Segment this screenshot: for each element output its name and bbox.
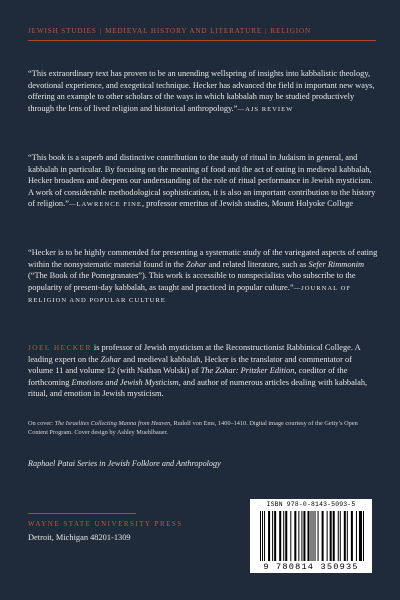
barcode-bar <box>274 511 276 561</box>
category-jewish-studies: JEWISH STUDIES <box>28 27 97 35</box>
bio-text: is professor of Jewish mysticism at the Reconstructionist Rabbinical College. A leading expert on the <box>28 343 361 364</box>
barcode-bars <box>258 511 366 561</box>
author-name: JOEL HECKER <box>28 343 92 352</box>
barcode-bar <box>264 511 265 561</box>
bio-text: , coeditor of the forthcoming <box>28 366 348 387</box>
publisher-rule <box>28 513 136 514</box>
category-religion: RELIGION <box>270 27 312 35</box>
quote-source: —JOURNAL OF RELIGION AND POPULAR CULTURE <box>28 284 352 305</box>
quote-title: Zohar <box>185 259 207 269</box>
barcode-bar <box>279 511 281 561</box>
quote-source: —LAWRENCE FINE <box>68 201 142 209</box>
barcode-bar <box>351 511 353 561</box>
barcode-bar <box>313 511 314 561</box>
barcode-bar <box>361 511 362 561</box>
barcode-bar <box>272 511 273 561</box>
bio-text: , and author of numerous articles dealing with kabbalah, ritual, and emotion in Jewish mysticism. <box>28 377 368 399</box>
barcode-bar <box>327 511 328 561</box>
publisher-name: WAYNE STATE UNIVERSITY PRESS <box>28 520 183 528</box>
quote-text: “Hecker is to be highly commended for presenting a systematic study of the variegated aspects of eating within the nonsystematic material found in the <box>28 248 378 269</box>
barcode-bar <box>294 511 296 561</box>
review-quote-2 <box>28 152 378 211</box>
cover-credit <box>28 419 373 437</box>
barcode-bar <box>303 511 305 561</box>
artwork-title: The Israelites Collecting Manna from Heaven <box>54 420 171 427</box>
quote-title: Sefer Rimmonim <box>308 259 365 269</box>
barcode-bar <box>262 511 263 561</box>
barcode-bar <box>340 511 341 561</box>
category-separator: | <box>265 27 268 35</box>
barcode-panel <box>250 499 372 573</box>
isbn-number: ISBN 978-0-8143-5093-5 <box>266 501 356 508</box>
publisher-address: Detroit, Michigan 48201-1309 <box>28 533 131 542</box>
barcode-bar <box>283 511 284 561</box>
barcode-bar <box>301 511 302 561</box>
barcode-bar <box>363 511 364 561</box>
bio-title: Emotions and Jewish Mysticism <box>71 377 179 387</box>
quote-text: “This book is a superb and distinctive contribution to the study of ritual in Judaism in general, and kabbalah in particular. By focusing on the meaning of food and the act of eating in medieval kabbalah, Hecker broadens and deepens our understanding of the role of ritual performance in Jewish mysticism. A work of considerable methodological sophistication, it is also an important contribution to the history of religion.” <box>28 153 376 209</box>
subject-categories <box>28 27 311 35</box>
bio-title: The Zohar: Pritzker Edition <box>200 366 295 376</box>
barcode-bar <box>310 511 311 561</box>
author-bio <box>28 342 378 400</box>
barcode-bar <box>322 511 324 561</box>
barcode-bar <box>285 511 287 561</box>
header-rule <box>28 40 376 41</box>
barcode-digits: 9 780814 350935 <box>263 562 359 572</box>
category-separator: | <box>99 27 103 35</box>
barcode-bar <box>298 511 299 561</box>
barcode-bar <box>307 511 309 561</box>
barcode-bar <box>347 511 348 561</box>
review-quote-3 <box>28 247 378 307</box>
barcode-bar <box>315 511 316 561</box>
quote-source-note: , professor emeritus of Jewish studies, Mount Holyoke College <box>141 199 354 209</box>
barcode-bar <box>338 511 339 561</box>
category-medieval-history: MEDIEVAL HISTORY AND LITERATURE <box>105 27 263 35</box>
barcode-bar <box>330 511 332 561</box>
series-note: Raphael Patai Series in Jewish Folklore and Anthropology <box>28 459 221 468</box>
review-quote-1 <box>28 68 378 115</box>
quote-text: “This extraordinary text has proven to be an unending wellspring of insights into kabbalistic theology, devotional experience, and exegetical technique. Hecker has advanced the field in important new ways, offering an example to other scholars of the ways in which kabbalah may be studied productively through the lens of lived religion and historical anthropology.” <box>28 69 375 113</box>
credit-text: , Rudolf von Ems, 1400–1410. Digital image courtesy of the Getty’s Open Content Program. Cover design by Ashley Muehlbauer. <box>28 420 358 436</box>
credit-prefix: On cover: <box>28 420 55 427</box>
barcode-bar <box>356 511 357 561</box>
bio-title: Zohar <box>100 354 122 364</box>
bio-text: and medieval kabbalah, Hecker is the translator and commentator of volume 11 and volume 12 (with Nathan Wolski) of <box>28 354 352 376</box>
quote-text: (“The Book of the Pomegranates”). This work is accessible to nonspecialists who subscribe to the popularity of present-day kabbalah, as taught and practiced in popular culture.” <box>28 271 356 292</box>
barcode-bar <box>333 511 335 561</box>
barcode-bar <box>359 511 361 561</box>
quote-text: and related literature, such as <box>206 259 309 269</box>
barcode-bar <box>290 511 291 561</box>
barcode-bar <box>268 511 270 561</box>
quote-source: —AJS REVIEW <box>237 105 294 113</box>
barcode-bar <box>260 511 261 561</box>
barcode-bar <box>318 511 319 561</box>
barcode-bar <box>344 511 346 561</box>
